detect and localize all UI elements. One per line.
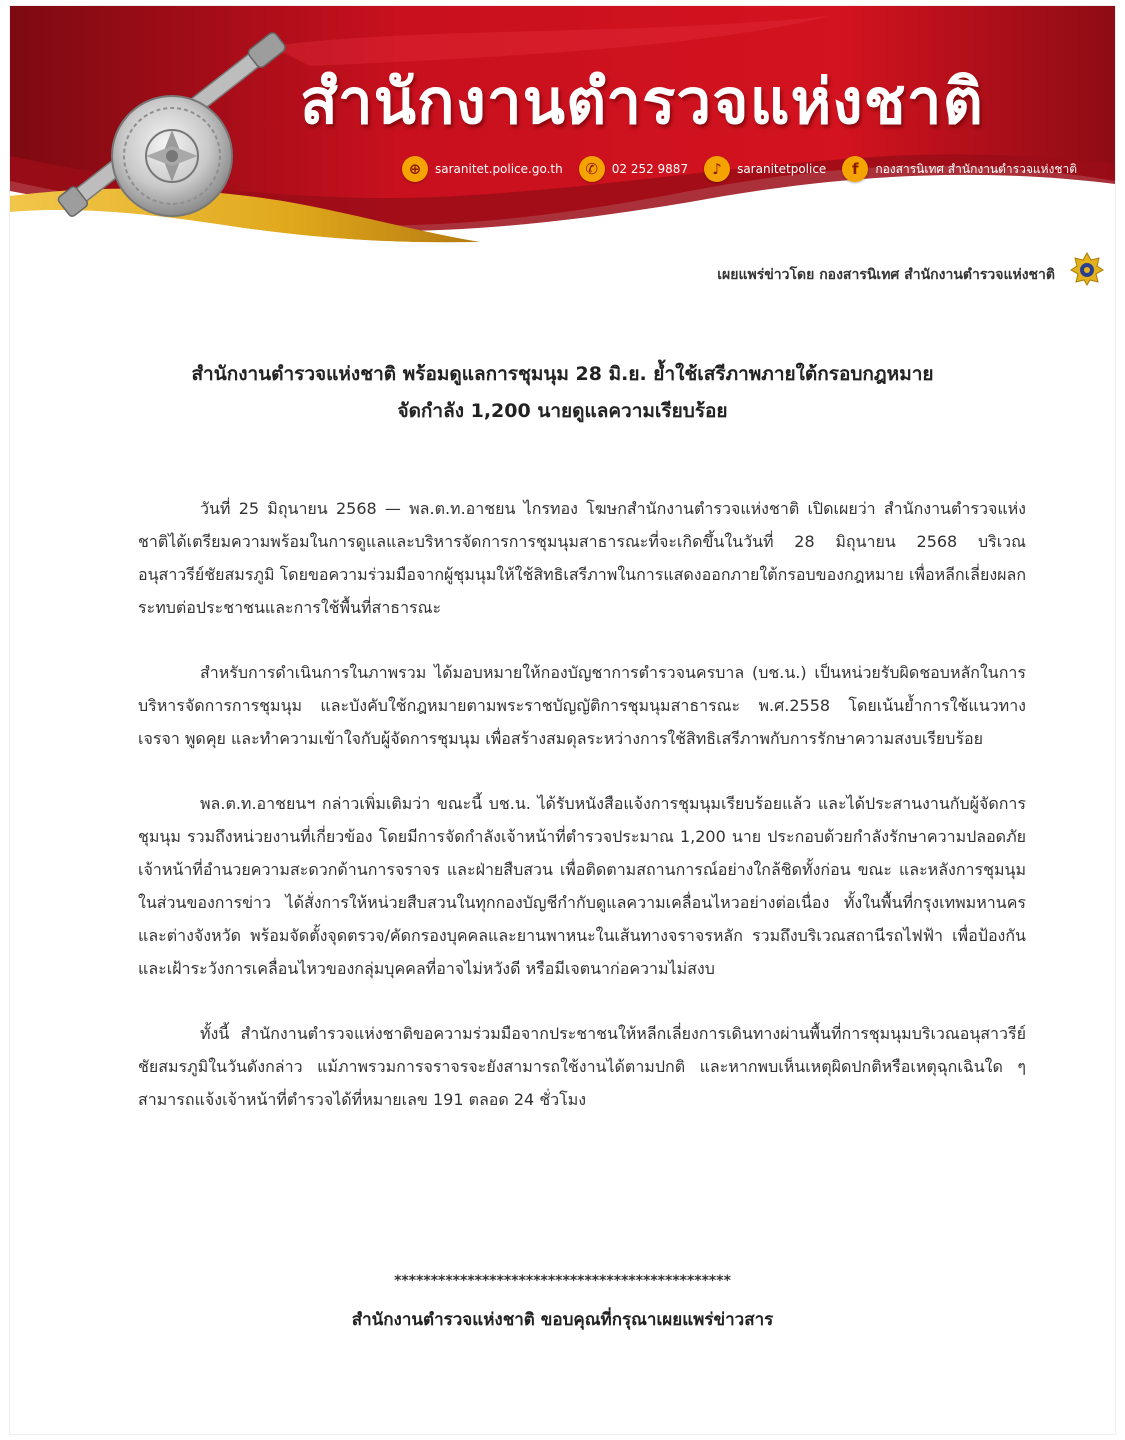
paragraph: วันที่ 25 มิถุนายน 2568 — พล.ต.ท.อาชยน ไกรทอง โฆษกสำนักงานตำรวจแห่งชาติ เปิดเผยว่า สำนักงานตำรวจแห่งชาติได้เตรียมความพร้อมในการดูแลและบริหารจัดการการชุมนุมสาธารณะที่จะเกิดขึ้นในวันที่ 28 มิถุนายน 2568 บริเวณอนุสาวรีย์ชัยสมรภูมิ โดยขอความร่วมมือจากผู้ชุมนุมให้ใช้สิทธิเสรีภาพในการแสดงออกภายใต้กรอบของกฎหมาย เพื่อหลีกเลี่ยงผลกระทบต่อประชาชนและการใช้พื้นที่สาธารณะ [138,499,1026,617]
contact-website[interactable] [402,156,563,182]
contact-bar [402,154,1093,184]
contact-tiktok[interactable] [704,156,826,182]
published-by: เผยแพร่ข่าวโดย กองสารนิเทศ สำนักงานตำรวจแห่งชาติ [717,267,1055,283]
facebook-icon: f [842,156,868,182]
press-release-page [10,6,1115,1434]
headline-line-1: สำนักงานตำรวจแห่งชาติ พร้อมดูแลการชุมนุม 28 มิ.ย. ย้ำใช้เสรีภาพภายใต้กรอบกฎหมาย [191,363,934,385]
tiktok-icon: ♪ [704,156,730,182]
separator-stars: ********************************************** [394,1273,731,1289]
police-seal [112,96,232,216]
contact-label: กองสารนิเทศ สำนักงานตำรวจแห่งชาติ [875,161,1078,176]
headline [70,356,1055,430]
agency-title: สำนักงานตำรวจแห่งชาติ [300,65,984,138]
paragraph: สำหรับการดำเนินการในภาพรวม ได้มอบหมายให้กองบัญชาการตำรวจนครบาล (บช.น.) เป็นหน่วยรับผิดชอบหลักในการบริหารจัดการการชุมนุม และบังคับใช้กฎหมายตามพระราชบัญญัติการชุมนุมสาธารณะ พ.ศ.2558 โดยเน้นย้ำการใช้แนวทางเจรจา พูดคุย และทำความเข้าใจกับผู้จัดการชุมนุม เพื่อสร้างสมดุลระหว่างการใช้สิทธิเสรีภาพกับการรักษาความสงบเรียบร้อย [138,663,1026,748]
paragraph: ทั้งนี้ สำนักงานตำรวจแห่งชาติขอความร่วมมือจากประชาชนให้หลีกเลี่ยงการเดินทางผ่านพื้นที่การชุมนุมบริเวณอนุสาวรีย์ชัยสมรภูมิในวันดังกล่าว แม้ภาพรวมการจราจรจะยังสามารถใช้งานได้ตามปกติ และหากพบเห็นเหตุผิดปกติหรือเหตุฉุกเฉินใด ๆ สามารถแจ้งเจ้าหน้าที่ตำรวจได้ที่หมายเลข 191 ตลอด 24 ชั่วโมง [138,1024,1026,1109]
header-banner [10,6,1115,256]
badge-icon [1070,252,1104,286]
contact-label: saranitet.police.go.th [435,162,563,176]
contact-label: 02 252 9887 [611,162,689,176]
contact-phone[interactable] [579,156,688,182]
phone-icon: ✆ [579,156,605,182]
closing-thanks: สำนักงานตำรวจแห่งชาติ ขอบคุณที่กรุณาเผยแพร่ข่าวสาร [351,1310,774,1330]
globe-icon: ⊕ [402,156,428,182]
article-body [138,492,1026,1148]
paragraph: พล.ต.ท.อาชยนฯ กล่าวเพิ่มเติมว่า ขณะนี้ บช.น. ได้รับหนังสือแจ้งการชุมนุมเรียบร้อยแล้ว และได้ประสานงานกับผู้จัดการชุมนุม รวมถึงหน่วยงานที่เกี่ยวข้อง โดยมีการจัดกำลังเจ้าหน้าที่ตำรวจประมาณ 1,200 นาย ประกอบด้วยกำลังรักษาความปลอดภัย เจ้าหน้าที่อำนวยความสะดวกด้านการจราจร และฝ่ายสืบสวน เพื่อติดตามสถานการณ์อย่างใกล้ชิดทั้งก่อน ขณะ และหลังการชุมนุม ในส่วนของการข่าว ได้สั่งการให้หน่วยสืบสวนในทุกกองบัญชีกำกับดูแลความเคลื่อนไหวอย่างต่อเนื่อง ทั้งในพื้นที่กรุงเทพมหานครและต่างจังหวัด พร้อมจัดตั้งจุดตรวจ/คัดกรองบุคคลและยานพาหนะในเส้นทางจราจรหลัก รวมถึงบริเวณสถานีรถไฟฟ้า เพื่อป้องกันและเฝ้าระวังการเคลื่อนไหวของกลุ่มบุคคลที่อาจไม่หวังดี หรือมีเจตนาก่อความไม่สงบ [138,794,1026,978]
contact-label: saranitetpolice [737,162,827,176]
headline-line-2: จัดกำลัง 1,200 นายดูแลความเรียบร้อย [397,400,728,422]
contact-facebook[interactable] [842,156,1077,182]
